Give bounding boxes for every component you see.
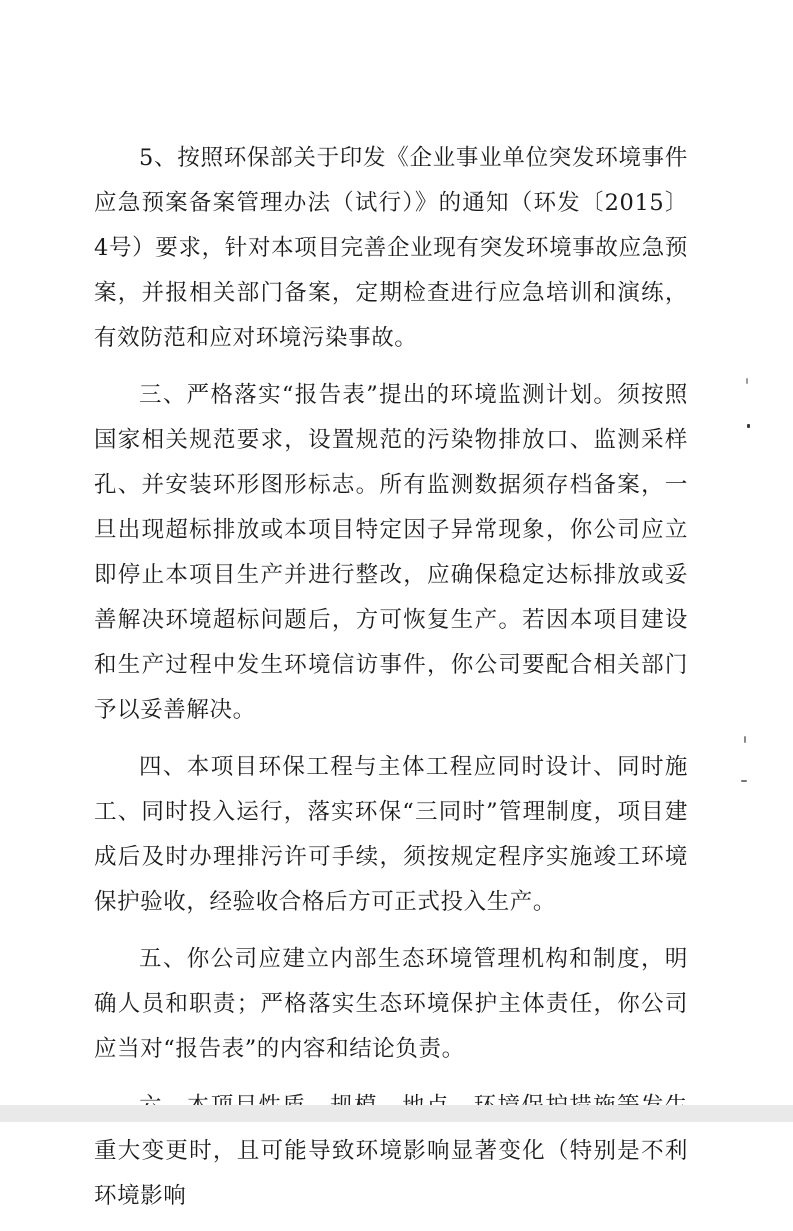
scan-speck [744,736,746,743]
paragraph-item-5-emergency-plan: 5、按照环保部关于印发《企业事业单位突发环境事件应急预案备案管理办法（试行）》的通知（环发〔2015〕4号）要求，针对本项目完善企业现有突发环境事故应急预案，并报相关部门备案，定期检查进行应急培训和演练，有效防范和应对环境污染事故。 [94,145,688,351]
paragraph-major-changes: 重大变更时，且可能导致环境影响显著变化（特别是不利环境影响 [94,1138,688,1209]
paragraph-management-responsibility: 五、你公司应建立内部生态环境管理机构和制度，明确人员和职责；严格落实生态环境保护主体责任，你公司应当对“报告表”的内容和结论负责。 [94,946,688,1062]
scan-speck [747,424,750,428]
page-bottom-edge [0,1105,793,1122]
scan-speck [746,378,748,384]
paragraph-three-simultaneous: 四、本项目环保工程与主体工程应同时设计、同时施工、同时投入运行，落实环保“三同时”管理制度，项目建成后及时办理排污许可手续，须按规定程序实施竣工环境保护验收，经验收合格后方可正式投入生产。 [94,754,688,915]
document-body [94,136,688,1231]
paragraph-monitoring-plan: 三、严格落实“报告表”提出的环境监测计划。须按照国家相关规范要求，设置规范的污染物排放口、监测采样孔、并安装环形图形标志。所有监测数据须存档备案，一旦出现超标排放或本项目特定因子异常现象，你公司应立即停止本项目生产并进行整改，应确保稳定达标排放或妥善解决环境超标问题后，方可恢复生产。若因本项目建设和生产过程中发生环境信访事件，你公司要配合相关部门予以妥善解决。 [94,382,688,723]
scan-speck [741,780,747,782]
